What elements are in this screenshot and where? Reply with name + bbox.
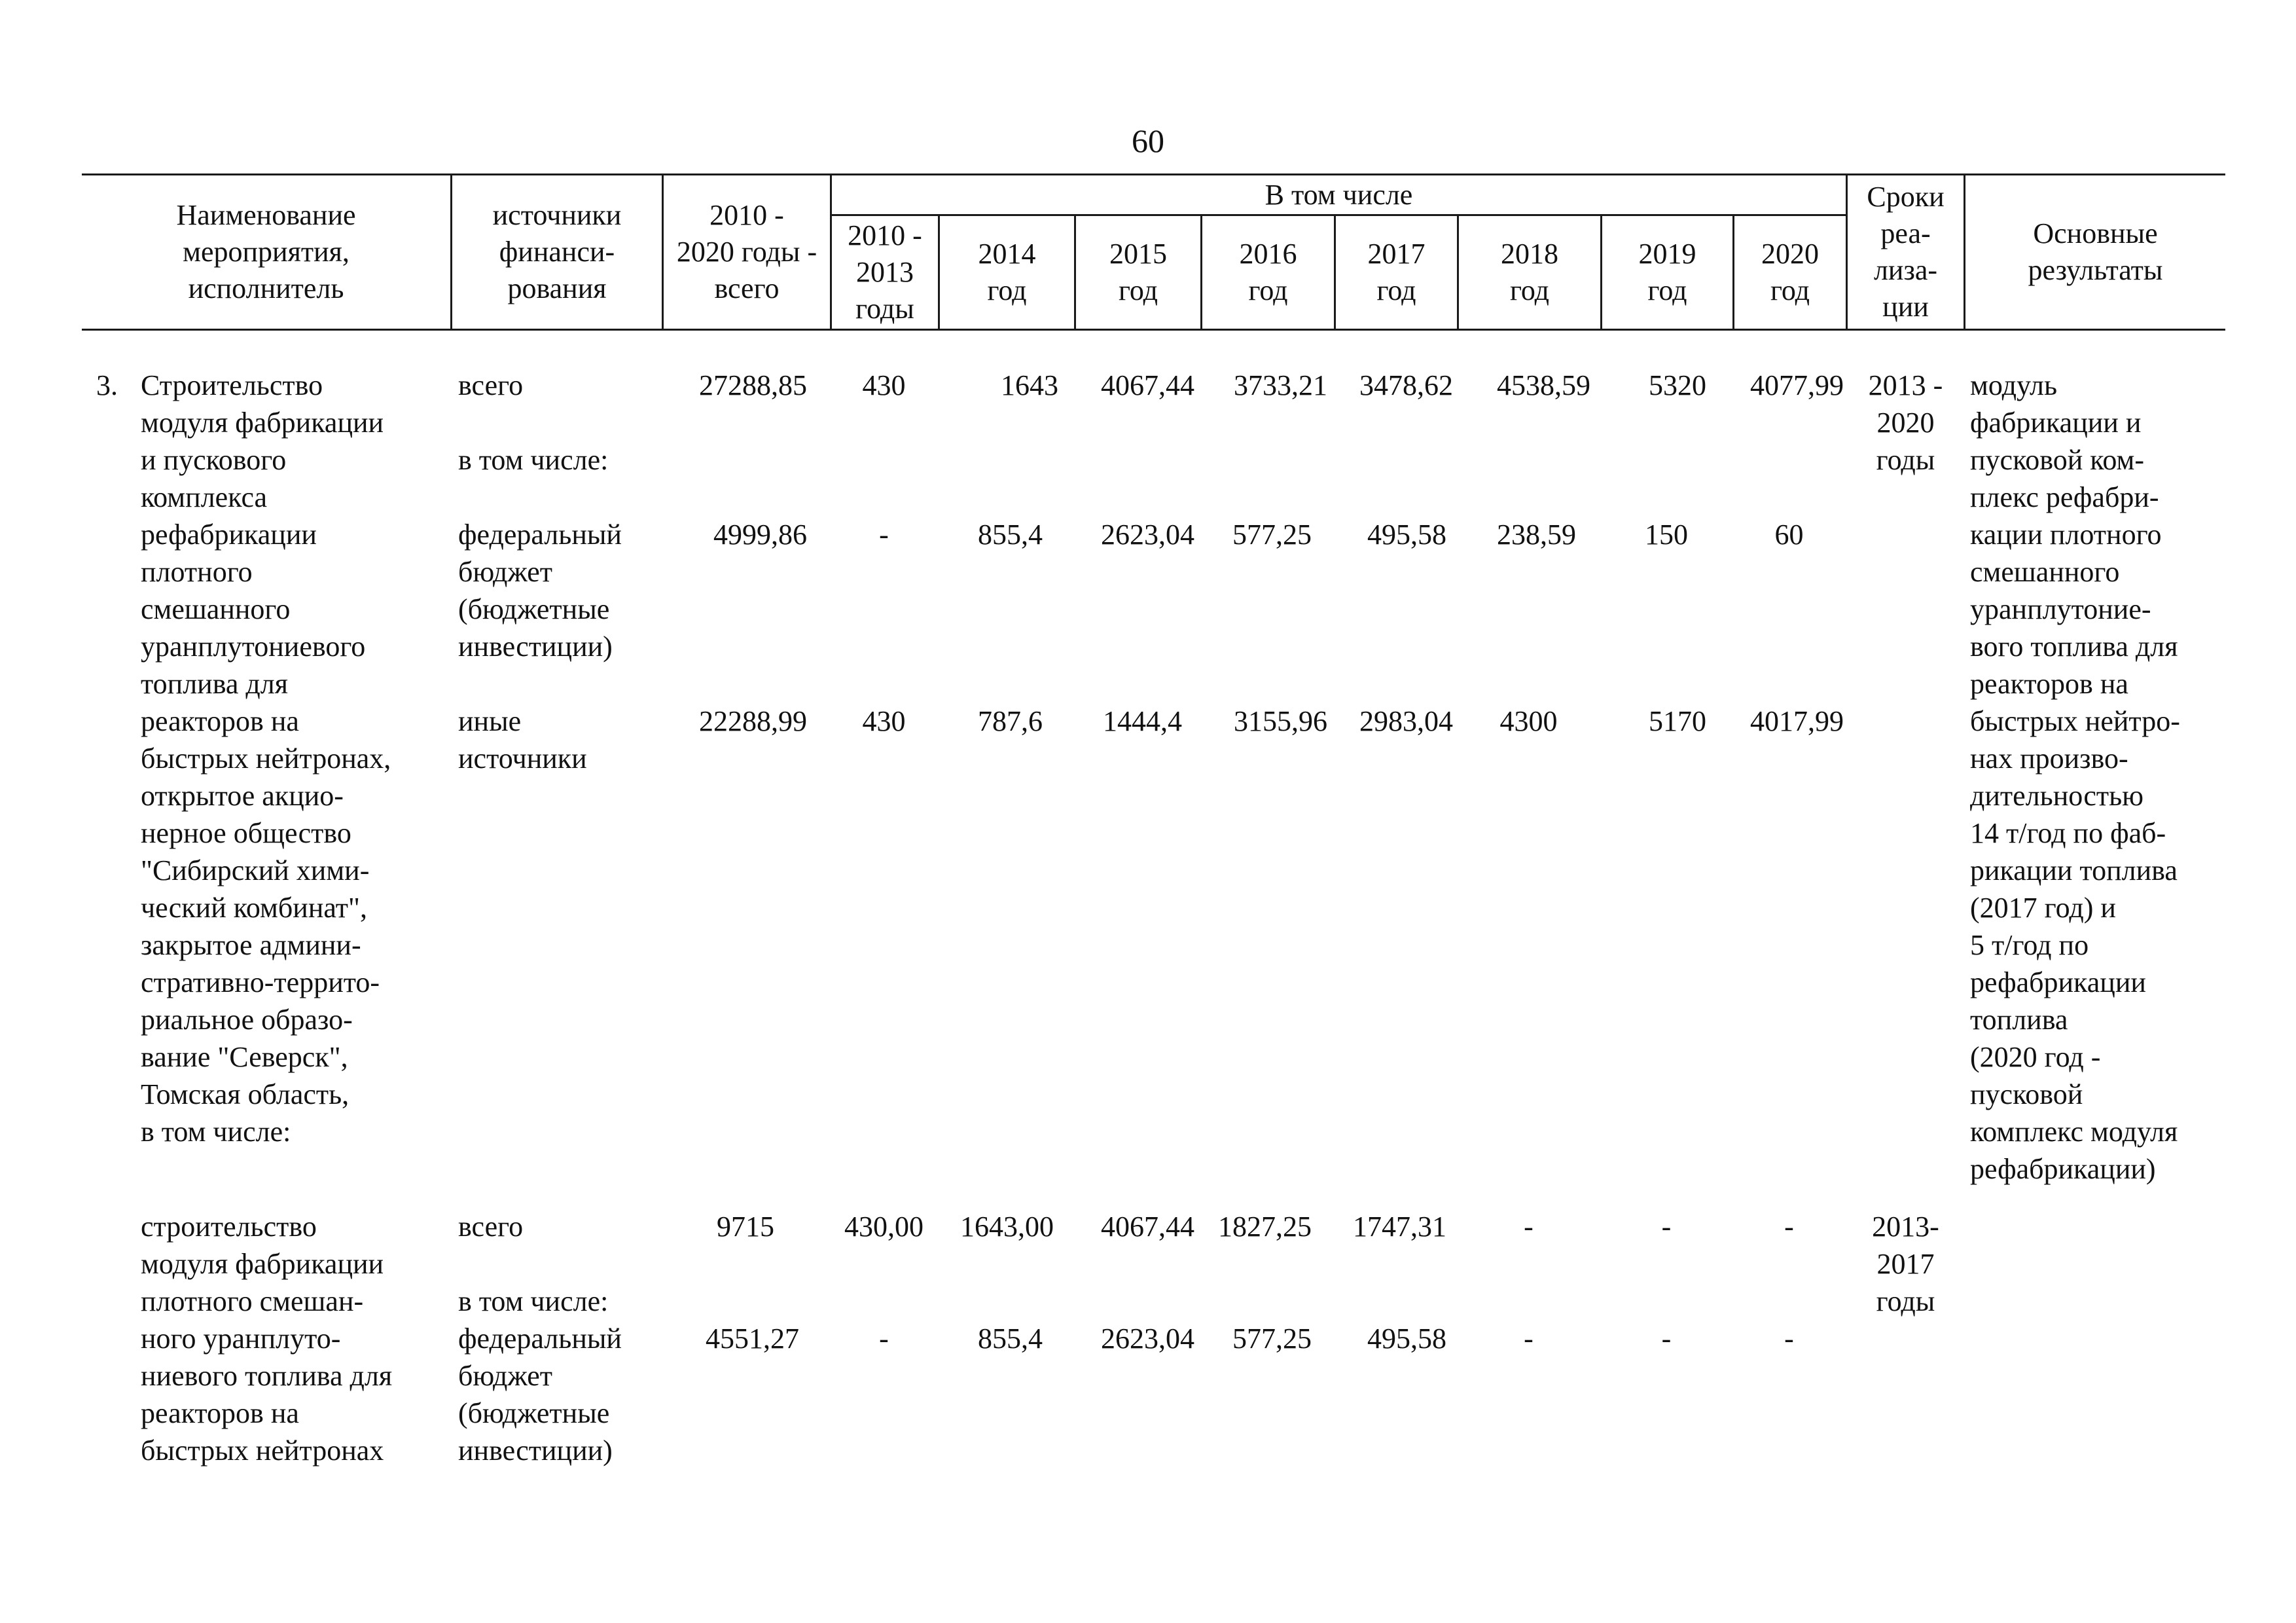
source-label: всего <box>458 369 524 401</box>
results-text: модуль фабрикации и пусковой ком- плекс рефабри- кации плотного смешанного уранплутоние- вого топлива для реакторов на быстрых нейтро- нах произво- дительностью 14 т/год по фаб- рикации топлива (2017 год) и 5 т/год по рефабрикации топлива (2020 год - пусковой комплекс модуля рефабрикации) <box>1970 369 2180 1185</box>
terms-value: 2013- 2017 годы <box>1872 1211 1939 1317</box>
value-cell: 855,4 <box>978 1322 1043 1355</box>
source-label: всего <box>458 1211 524 1243</box>
value-cell: - <box>879 1322 889 1355</box>
header-sources: источники финанси- рования <box>492 199 622 304</box>
header-including: В том числе <box>1265 178 1413 211</box>
value-cell: 855,4 <box>978 519 1043 551</box>
value-cell: 495,58 <box>1367 519 1446 551</box>
source-label: в том числе: <box>458 444 609 476</box>
terms-value: 2013 - 2020 годы <box>1868 369 1943 476</box>
header-results: Основные результаты <box>2028 217 2163 286</box>
value-cell: 430,00 <box>844 1211 924 1243</box>
value-cell: 4017,99 <box>1750 705 1844 737</box>
value-cell: 22288,99 <box>699 705 807 737</box>
value-cell: - <box>1661 1322 1672 1355</box>
value-cell: 5320 <box>1649 369 1706 401</box>
value-cell: 238,59 <box>1497 519 1576 551</box>
value-cell: 3478,62 <box>1359 369 1453 401</box>
value-cell: 150 <box>1645 519 1688 551</box>
value-cell: 9715 <box>717 1211 774 1243</box>
value-cell: 4067,44 <box>1101 1211 1194 1243</box>
value-cell: - <box>1784 1211 1794 1243</box>
value-cell: 4077,99 <box>1750 369 1844 401</box>
value-cell: 4300 <box>1499 705 1558 737</box>
value-cell: 3155,96 <box>1234 705 1327 737</box>
value-cell: 1643 <box>1001 369 1058 401</box>
header-2010-2013: 2010 - 2013 годы <box>848 219 922 325</box>
source-label: федеральный бюджет (бюджетные инвестиции) <box>458 1322 622 1467</box>
value-cell: 4067,44 <box>1101 369 1194 401</box>
value-cell: 430 <box>862 705 906 737</box>
value-cell: 1827,25 <box>1218 1211 1312 1243</box>
value-cell: 4551,27 <box>706 1322 799 1355</box>
value-cell: - <box>1661 1211 1672 1243</box>
header-2017: 2017 год <box>1367 238 1426 306</box>
value-cell: 495,58 <box>1367 1322 1446 1355</box>
value-cell: 3733,21 <box>1234 369 1327 401</box>
value-cell: 2623,04 <box>1101 1322 1194 1355</box>
value-cell: - <box>879 519 889 551</box>
subitem-name: строительство модуля фабрикации плотного смешан- ного уранплуто- ниевого топлива для реакторов на быстрых нейтронах <box>141 1211 393 1467</box>
value-cell: 27288,85 <box>699 369 807 401</box>
value-cell: 2983,04 <box>1359 705 1453 737</box>
value-cell: 60 <box>1774 519 1804 551</box>
value-cell: 577,25 <box>1232 1322 1312 1355</box>
header-2018: 2018 год <box>1501 238 1558 306</box>
value-cell: 1643,00 <box>960 1211 1054 1243</box>
header-2014: 2014 год <box>978 238 1036 306</box>
value-cell: 1747,31 <box>1353 1211 1446 1243</box>
value-cell: - <box>1524 1211 1534 1243</box>
source-label: федеральный бюджет (бюджетные инвестиции) <box>458 519 622 663</box>
value-cell: 787,6 <box>978 705 1043 737</box>
header-2020: 2020 год <box>1761 238 1819 306</box>
page-number: 60 <box>1132 122 1164 159</box>
header-name: Наименование мероприятия, исполнитель <box>176 199 356 304</box>
header-2016: 2016 год <box>1239 238 1297 306</box>
header-2019: 2019 год <box>1638 238 1696 306</box>
value-cell: - <box>1524 1322 1534 1355</box>
value-cell: 430 <box>862 369 906 401</box>
header-terms: Сроки реа- лиза- ции <box>1867 181 1945 323</box>
value-cell: 5170 <box>1649 705 1706 737</box>
source-label: иные источники <box>458 705 587 775</box>
header-2015: 2015 год <box>1109 238 1167 306</box>
value-cell: 2623,04 <box>1101 519 1194 551</box>
value-cell: 4999,86 <box>713 519 807 551</box>
value-cell: 4538,59 <box>1497 369 1590 401</box>
item-number: 3. <box>96 369 118 401</box>
value-cell: - <box>1784 1322 1794 1355</box>
header-total: 2010 - 2020 годы - всего <box>676 199 817 304</box>
value-cell: 1444,4 <box>1103 705 1182 737</box>
value-cell: 577,25 <box>1232 519 1312 551</box>
item-name: Строительство модуля фабрикации и пускового комплекса рефабрикации плотного смешанного уранплутониевого топлива для реакторов на быстрых нейтронах, открытое акцио- нерное общество "Сибирский хими- ческий комбинат", закрытое админи- стративно-террито- риальное образо- вание "Северск", Томская область, в том числе: <box>141 369 391 1148</box>
source-label: в том числе: <box>458 1285 609 1317</box>
